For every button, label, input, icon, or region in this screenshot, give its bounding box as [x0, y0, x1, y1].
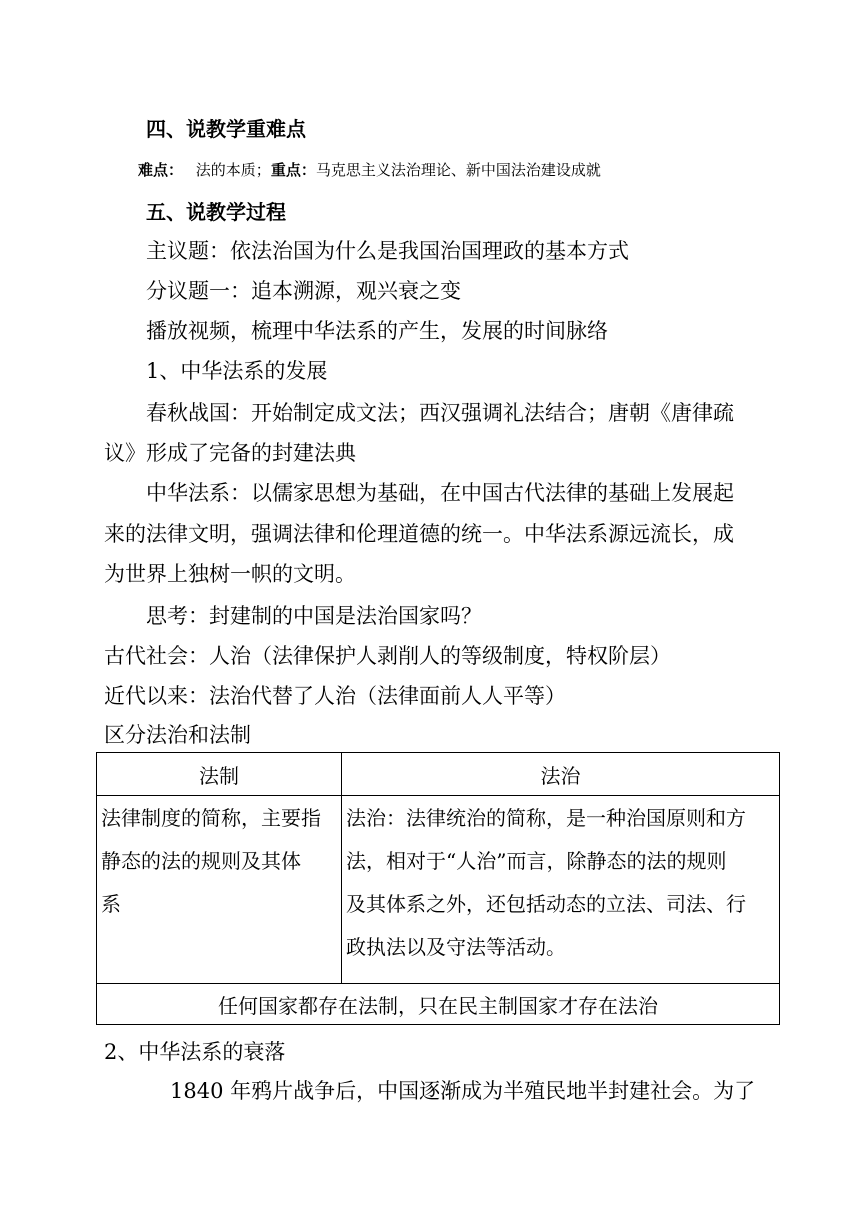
table-cell-right — [342, 796, 780, 984]
key-points-line — [138, 158, 601, 182]
subheading-development: 1、中华法系的发展 — [146, 359, 328, 383]
comparison-table — [96, 752, 780, 1025]
focus-label: 重点： — [270, 161, 316, 179]
cell-line: 及其体系之外，还包括动态的立法、司法、行 — [346, 892, 746, 916]
cell-line: 法律制度的简称，主要指 — [101, 806, 321, 830]
table-footer: 任何国家都存在法制，只在民主制国家才存在法治 — [97, 984, 780, 1025]
paragraph-line: 议》形成了完备的封建法典 — [104, 441, 356, 465]
table-header-fazhi-rule: 法治 — [342, 753, 780, 796]
paragraph-line: 1840 年鸦片战争后，中国逐渐成为半殖民地半封建社会。为了 — [170, 1079, 756, 1103]
paragraph-line: 为世界上独树一帜的文明。 — [104, 562, 356, 586]
cell-line: 法，相对于“人治”而言，除静态的法的规则 — [346, 849, 727, 873]
video-line: 播放视频，梳理中华法系的产生，发展的时间脉络 — [146, 319, 608, 343]
cell-line: 政执法以及守法等活动。 — [346, 935, 566, 959]
paragraph-line: 来的法律文明，强调法律和伦理道德的统一。中华法系源远流长，成 — [104, 522, 734, 546]
table-caption: 区分法治和法制 — [104, 723, 251, 747]
section5-heading: 五、说教学过程 — [146, 200, 286, 224]
paragraph-line: 春秋战国：开始制定成文法；西汉强调礼法结合；唐朝《唐律疏 — [146, 401, 734, 425]
cell-line: 系 — [101, 892, 121, 916]
main-topic: 主议题：依法治国为什么是我国治国理政的基本方式 — [146, 239, 629, 263]
focus-text: 马克思主义法治理论、新中国法治建设成就 — [315, 161, 601, 179]
difficulty-text: 法的本质； — [195, 161, 271, 179]
subheading-decline: 2、中华法系的衰落 — [104, 1040, 286, 1064]
difficulty-label: 难点： — [138, 161, 184, 179]
section4-heading: 四、说教学重难点 — [146, 117, 306, 141]
paragraph-line: 中华法系：以儒家思想为基础，在中国古代法律的基础上发展起 — [146, 481, 734, 505]
table-cell-left — [97, 796, 342, 984]
cell-line: 静态的法的规则及其体 — [101, 849, 301, 873]
cell-line: 法治：法律统治的简称，是一种治国原则和方 — [346, 806, 746, 830]
modern-line: 近代以来：法治代替了人治（法律面前人人平等） — [104, 684, 566, 708]
table-header-fazhi-system: 法制 — [97, 753, 342, 796]
ancient-society-line: 古代社会：人治（法律保护人剥削人的等级制度，特权阶层） — [104, 644, 671, 668]
question-line: 思考：封建制的中国是法治国家吗？ — [146, 604, 482, 628]
sub-topic-1: 分议题一：追本溯源，观兴衰之变 — [146, 279, 461, 303]
